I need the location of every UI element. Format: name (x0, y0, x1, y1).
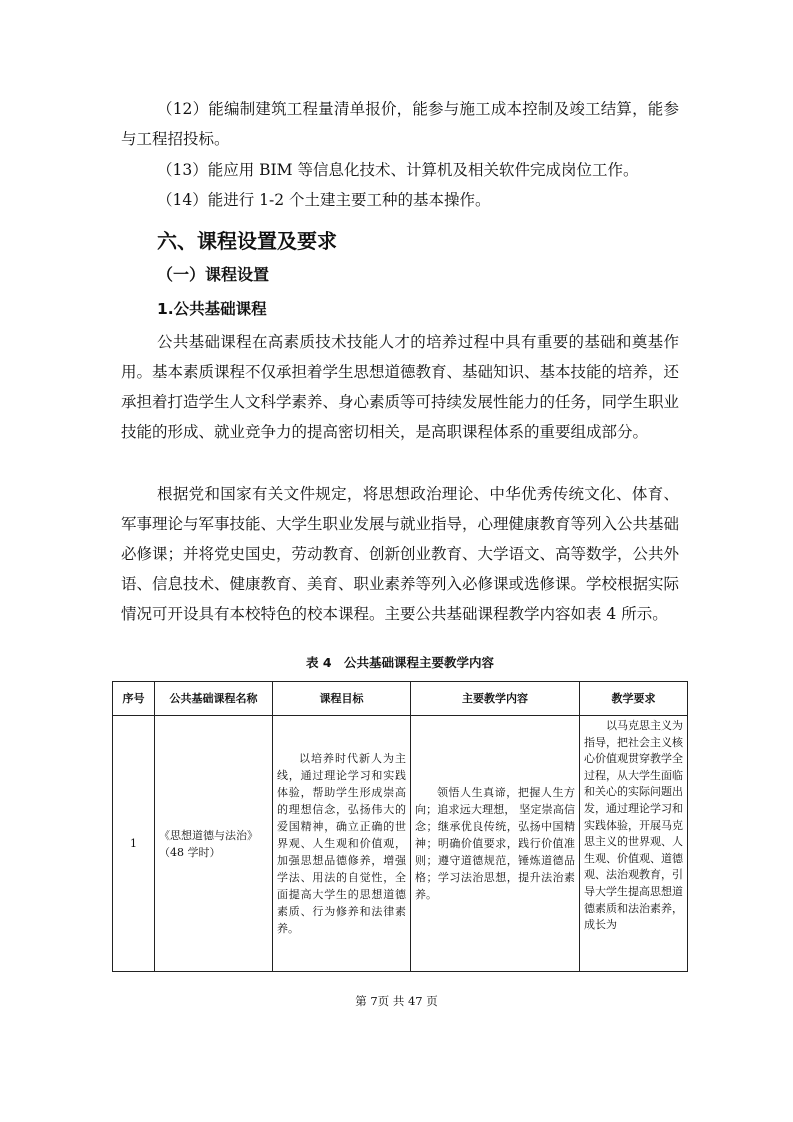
body-paragraph-policy: 根据党和国家有关文件规定，将思想政治理论、中华优秀传统文化、体育、军事理论与军事技能、大学生职业发展与就业指导，心理健康教育等列入公共基础必修课；并将党史国史，劳动教育、创新创业教育、大学语文、高等数学，公共外语、信息技术、健康教育、美育、职业素养等列入必修课或选修课。学校根据实际情况可开设具有本校特色的校本课程。主要公共基础课程教学内容如表 4 所示。 (121, 485, 680, 623)
header-no: 序号 (113, 682, 155, 716)
objective-item-12: （12）能编制建筑工程量清单报价，能参与施工成本控制及竣工结算，能参与工程招投标。 (121, 100, 679, 148)
cell-no: 1 (113, 716, 155, 972)
header-course-name: 公共基础课程名称 (155, 682, 273, 716)
objective-item-14: （14）能进行 1-2 个土建主要工种的基本操作。 (157, 191, 491, 209)
header-main-content: 主要教学内容 (411, 682, 580, 716)
header-course-goal: 课程目标 (273, 682, 411, 716)
section-heading: 六、课程设置及要求 (157, 229, 337, 253)
course-table (112, 681, 688, 972)
table-caption: 表 4 公共基础课程主要教学内容 (305, 655, 495, 670)
cell-teaching-requirement: 以马克思主义为指导，把社会主义核心价值观贯穿教学全过程，从大学生面临和关心的实际问题出发，通过理论学习和实践体验，开展马克思主义的世界观、人生观、价值观、道德观、法治观教育，引导大学生提高思想道德素质和法治素养，成长为 (580, 716, 688, 972)
subsection-heading: （一）课程设置 (157, 265, 270, 284)
table-row (113, 716, 688, 972)
objective-item-13: （13）能应用 BIM 等信息化技术、计算机及相关软件完成岗位工作。 (157, 161, 639, 179)
header-teaching-requirement: 教学要求 (580, 682, 688, 716)
page-footer: 第 7页 共 47 页 (355, 994, 438, 1008)
cell-main-content: 领悟人生真谛，把握人生方向；追求远大理想， 坚定崇高信念；继承优良传统，弘扬中国精神；明确价值要求，践行价值准则；遵守道德规范，锤炼道德品格；学习法治思想，提升法治素养。 (411, 716, 580, 972)
subsubsection-heading: 1.公共基础课程 (157, 300, 267, 318)
cell-course-goal: 以培养时代新人为主线，通过理论学习和实践体验，帮助学生形成崇高的理想信念，弘扬伟大的爱国精神，确立正确的世界观、人生观和价值观，加强思想品德修养，增强学法、用法的自觉性，全面提高大学生的思想道德素质、行为修养和法律素养。 (273, 716, 411, 972)
table-header-row (113, 682, 688, 716)
cell-course-name: 《思想道德与法治》（48 学时） (155, 716, 273, 972)
body-paragraph-intro: 公共基础课程在高素质技术技能人才的培养过程中具有重要的基础和奠基作用。基本素质课程不仅承担着学生思想道德教育、基础知识、基本技能的培养，还承担着打造学生人文科学素养、身心素质等可持续发展性能力的任务，同学生职业技能的形成、就业竞争力的提高密切相关，是高职课程体系的重要组成部分。 (121, 333, 680, 441)
